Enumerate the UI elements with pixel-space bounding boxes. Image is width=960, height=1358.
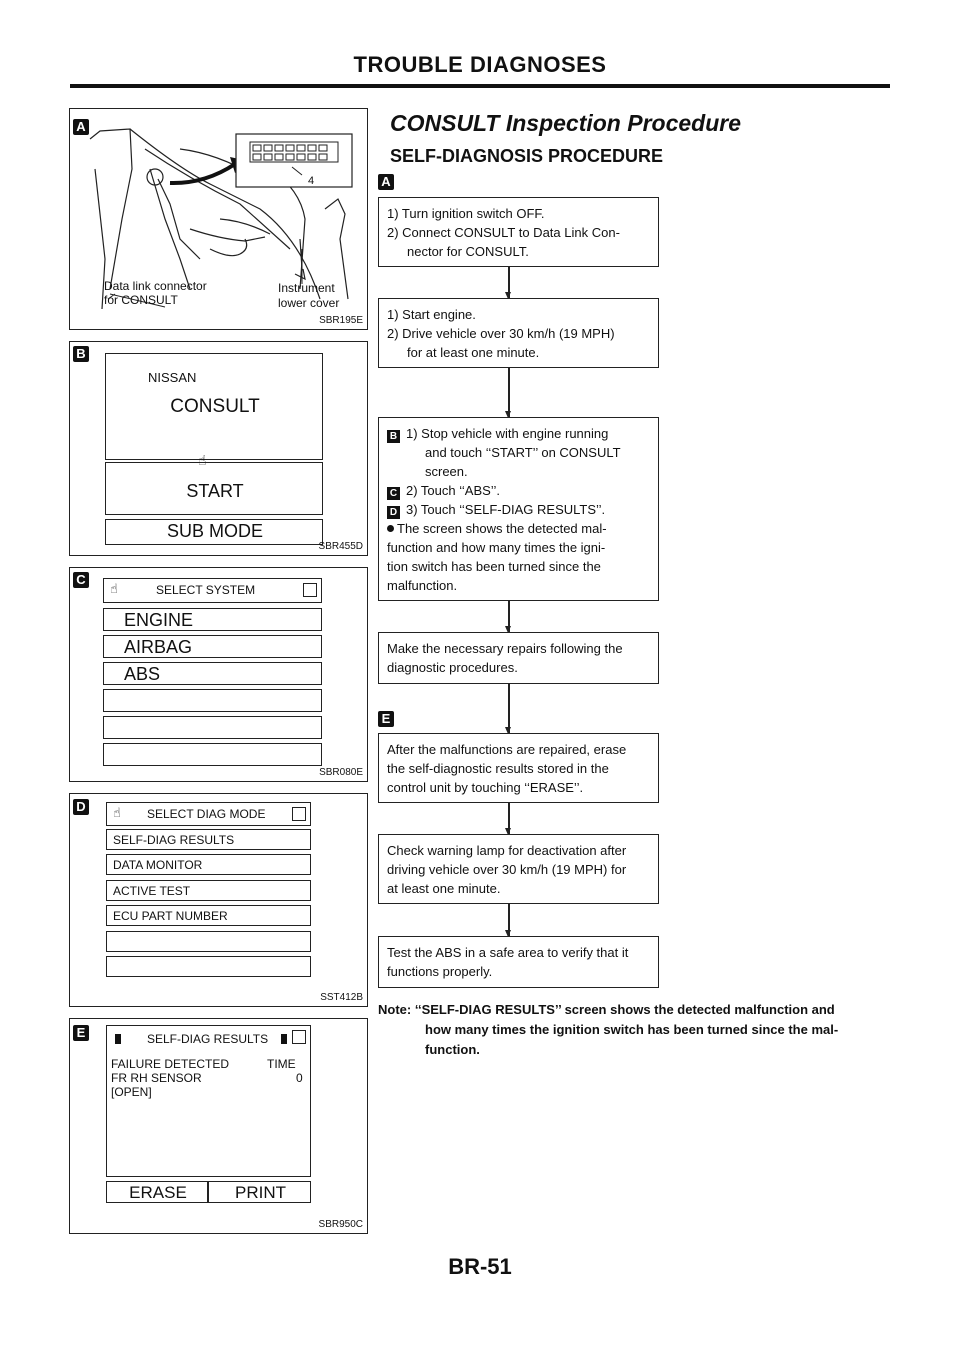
badge-b: B xyxy=(73,346,89,362)
page-number: BR-51 xyxy=(448,1254,512,1279)
flow-line xyxy=(387,424,650,443)
figure-code: SBR950C xyxy=(318,1219,363,1230)
figure-c-panel xyxy=(69,567,368,782)
diag-item-self-diag-results[interactable]: SELF-DIAG RESULTS xyxy=(106,829,311,850)
diag-item-empty[interactable] xyxy=(106,956,311,977)
flow-line: at least one minute. xyxy=(387,881,501,896)
note-line: Note: ‘‘SELF-DIAG RESULTS’’ screen shows the detected malfunction and xyxy=(378,1002,835,1017)
system-item-engine[interactable]: ENGINE xyxy=(103,608,322,631)
self-diag-results-screen xyxy=(106,1025,311,1177)
erase-button[interactable] xyxy=(106,1181,208,1203)
self-diag-results-title: SELF-DIAG RESULTS xyxy=(147,1032,269,1046)
flow-line: control unit by touching ‘‘ERASE’’. xyxy=(387,780,584,795)
flow-text: 1) Stop vehicle with engine running xyxy=(406,426,609,441)
start-button[interactable] xyxy=(105,462,323,515)
section-header: TROUBLE DIAGNOSES xyxy=(353,52,607,77)
cover-label-2: lower cover xyxy=(278,296,340,310)
flow-line: 1) Start engine. xyxy=(387,307,476,322)
flow-step-5 xyxy=(378,733,659,803)
flow-line: function and how many times the igni- xyxy=(387,540,606,555)
figure-b-panel xyxy=(69,341,368,556)
badge-a: A xyxy=(73,119,89,135)
figure-d-panel xyxy=(69,793,368,1007)
flow-text: The screen shows the detected mal- xyxy=(397,521,607,536)
pin-number: 4 xyxy=(308,175,315,187)
badge-d: D xyxy=(73,799,89,815)
figure-code: SBR195E xyxy=(319,315,363,326)
page-title: CONSULT Inspection Procedure xyxy=(390,110,742,136)
flow-arrow xyxy=(508,803,510,834)
flow-line: Test the ABS in a safe area to verify that it xyxy=(387,945,629,960)
start-label: START xyxy=(186,481,244,501)
flow-badge-e: E xyxy=(378,711,394,727)
system-item-empty[interactable] xyxy=(103,743,322,766)
flow-line: and touch ‘‘START’’ on CONSULT xyxy=(425,445,621,460)
marker-icon xyxy=(281,1034,287,1044)
note-line: how many times the ignition switch has been turned since the mal- xyxy=(425,1022,839,1037)
system-item-abs[interactable]: ABS xyxy=(103,662,322,685)
bullet-icon xyxy=(387,525,394,532)
column-failure-detected: FAILURE DETECTED xyxy=(111,1057,230,1071)
select-system-header xyxy=(103,578,322,603)
flow-arrow xyxy=(508,904,510,936)
print-label: PRINT xyxy=(235,1183,286,1202)
sub-mode-label: SUB MODE xyxy=(166,521,263,541)
marker-icon xyxy=(115,1034,121,1044)
diag-item-active-test[interactable]: ACTIVE TEST xyxy=(106,880,311,901)
figure-code: SBR080E xyxy=(319,767,363,778)
flow-step-4 xyxy=(378,632,659,684)
checkbox-icon xyxy=(292,807,306,821)
figure-code: SBR455D xyxy=(318,541,363,552)
flow-line xyxy=(387,481,650,500)
flow-text: 3) Touch ‘‘SELF-DIAG RESULTS’’. xyxy=(406,502,606,517)
header-rule xyxy=(70,84,890,88)
connector-label-2: for CONSULT xyxy=(104,293,178,307)
sub-mode-button[interactable] xyxy=(105,519,323,545)
section-subtitle: SELF-DIAGNOSIS PROCEDURE xyxy=(390,146,664,166)
inline-badge-b: B xyxy=(387,430,400,443)
system-item-empty[interactable] xyxy=(103,716,322,739)
flow-line: 2) Connect CONSULT to Data Link Con- xyxy=(387,225,620,240)
inline-badge-d: D xyxy=(387,506,400,519)
touch-hand-icon: ☝ xyxy=(113,805,121,820)
checkbox-icon xyxy=(292,1030,306,1044)
flow-line xyxy=(387,519,650,538)
app-label: CONSULT xyxy=(170,396,260,417)
flow-line: for at least one minute. xyxy=(407,345,540,360)
touch-hand-icon: ☝ xyxy=(110,581,118,596)
flow-line: 1) Turn ignition switch OFF. xyxy=(387,206,545,221)
column-time: TIME xyxy=(267,1057,296,1071)
checkbox-icon xyxy=(303,583,317,597)
flow-line: functions properly. xyxy=(387,964,493,979)
flow-badge-a: A xyxy=(378,174,394,190)
flow-text: 2) Touch ‘‘ABS’’. xyxy=(406,483,500,498)
flow-arrow xyxy=(508,368,510,417)
failure-name: FR RH SENSOR xyxy=(111,1071,202,1085)
flow-line: diagnostic procedures. xyxy=(387,660,518,675)
touch-hand-icon: ☝ xyxy=(198,452,207,468)
inline-badge-c: C xyxy=(387,487,400,500)
flow-step-6 xyxy=(378,834,659,904)
erase-label: ERASE xyxy=(129,1183,187,1202)
badge-c: C xyxy=(73,572,89,588)
flow-arrow xyxy=(508,267,510,298)
select-system-title: SELECT SYSTEM xyxy=(156,583,256,597)
flow-line: Make the necessary repairs following the xyxy=(387,641,623,656)
flow-line xyxy=(387,500,650,519)
select-diag-mode-title: SELECT DIAG MODE xyxy=(147,807,266,821)
flow-step-7 xyxy=(378,936,659,988)
flow-line: nector for CONSULT. xyxy=(407,244,529,259)
flow-line: screen. xyxy=(425,464,468,479)
flow-line: After the malfunctions are repaired, erase xyxy=(387,742,627,757)
flow-step-2 xyxy=(378,298,659,368)
failure-detail: [OPEN] xyxy=(111,1085,152,1099)
badge-e: E xyxy=(73,1025,89,1041)
flow-line: the self-diagnostic results stored in the xyxy=(387,761,609,776)
flow-line: 2) Drive vehicle over 30 km/h (19 MPH) xyxy=(387,326,615,341)
figure-e-panel xyxy=(69,1018,368,1234)
brand-label: NISSAN xyxy=(148,370,197,385)
system-item-empty[interactable] xyxy=(103,689,322,712)
select-diag-mode-header xyxy=(106,802,311,826)
diag-item-data-monitor[interactable]: DATA MONITOR xyxy=(106,854,311,875)
consult-splash xyxy=(105,353,323,460)
flow-line: Check warning lamp for deactivation after xyxy=(387,843,627,858)
flow-step-3 xyxy=(378,417,659,601)
note-line: function. xyxy=(425,1042,480,1057)
note-block xyxy=(378,1000,878,1060)
flow-line: malfunction. xyxy=(387,578,458,593)
figure-code: SST412B xyxy=(320,992,363,1003)
flow-arrow xyxy=(508,601,510,632)
cover-label-1: Instrument xyxy=(278,281,335,295)
figure-a-panel xyxy=(69,108,368,330)
failure-time: 0 xyxy=(296,1071,303,1085)
print-button[interactable] xyxy=(208,1181,311,1203)
flow-line: driving vehicle over 30 km/h (19 MPH) for xyxy=(387,862,627,877)
flow-arrow xyxy=(508,684,510,733)
connector-label-1: Data link connector xyxy=(104,279,207,293)
diag-item-empty[interactable] xyxy=(106,931,311,952)
flow-line: tion switch has been turned since the xyxy=(387,559,601,574)
system-item-airbag[interactable]: AIRBAG xyxy=(103,635,322,658)
flow-step-1 xyxy=(378,197,659,267)
diag-item-ecu-part-number[interactable]: ECU PART NUMBER xyxy=(106,905,311,926)
